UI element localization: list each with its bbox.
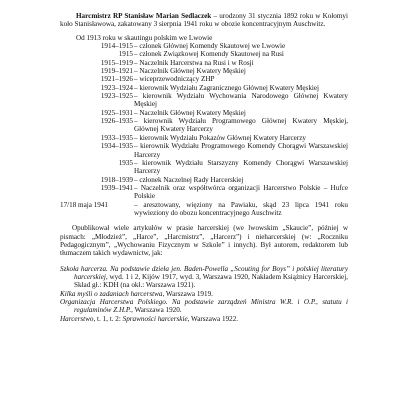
timeline-desc: – kierownik Wydziału Programowego Komendy Chorągwi Warszawskiej Harcerzy bbox=[134, 142, 348, 159]
timeline-desc: – Naczelnik oraz współtwórca organizacji Harcerstwo Polskie – Hufce Polskie bbox=[134, 183, 348, 201]
reference-item bbox=[60, 298, 348, 315]
since-line: Od 1913 roku w skautingu polskim we Lwowie bbox=[76, 33, 213, 42]
reference-details: Warszawa 1922. bbox=[189, 314, 239, 323]
timeline-row bbox=[60, 84, 348, 92]
timeline-desc: – kierownik Wydziału Zagranicznego Głównej Kwatery Męskiej bbox=[134, 83, 320, 92]
reference-title: Organizacja Harcerstwa Polskiego. bbox=[60, 298, 168, 307]
timeline-desc: – kierownik Wydziału Pokazów Głównej Kwatery Harcerzy bbox=[134, 133, 306, 142]
timeline-date: 1921–1926 bbox=[100, 75, 133, 84]
reference-details: Warszawa 1920. bbox=[132, 306, 182, 315]
timeline-desc: – członek Głównej Komendy Skautowej we Lwowie bbox=[134, 42, 286, 51]
reference-details: t. 1, t. 2: bbox=[95, 314, 123, 323]
timeline-date: 1915–1919 bbox=[100, 58, 133, 67]
reference-title: Kilka myśli o zadaniach harcerstwa, bbox=[60, 289, 165, 298]
timeline-row bbox=[60, 75, 348, 83]
timeline-row bbox=[60, 142, 348, 159]
timeline-row bbox=[60, 134, 348, 142]
timeline-date: 1935 bbox=[118, 158, 133, 167]
timeline bbox=[60, 42, 348, 217]
timeline-row bbox=[60, 117, 348, 134]
reference-item bbox=[60, 290, 348, 298]
timeline-date: 1914–1915 bbox=[100, 42, 133, 51]
timeline-date: 1923–1924 bbox=[100, 83, 133, 92]
timeline-date: 1918–1939 bbox=[100, 175, 133, 184]
timeline-row bbox=[60, 67, 348, 75]
timeline-row bbox=[60, 50, 348, 58]
timeline-desc: – aresztowany, więziony na Pawiaku, skąd 23 lipca 1941 roku wywieziony do obozu koncentracyjnego Auschwitz bbox=[134, 200, 348, 217]
timeline-date: 1915 bbox=[118, 50, 133, 59]
timeline-date: 1926–1935 bbox=[100, 117, 133, 126]
timeline-desc: – Naczelnik Harcerstwa na Rusi i w Rosji bbox=[134, 58, 254, 67]
reference-note: Na podstawie dzieła jen. Baden-Powella „Scouting for Boys” i polskiej literatury harcerskiej, bbox=[74, 264, 348, 282]
timeline-row bbox=[60, 184, 348, 201]
timeline-desc: – Naczelnik Głównej Kwatery Męskiej bbox=[134, 108, 246, 117]
timeline-row bbox=[60, 59, 348, 67]
timeline-desc: – członek Naczelnej Rady Harcerskiej bbox=[134, 175, 244, 184]
timeline-row bbox=[60, 176, 348, 184]
timeline-row bbox=[60, 42, 348, 50]
timeline-row bbox=[60, 92, 348, 109]
bio-intro bbox=[60, 12, 348, 29]
timeline-desc: – kierownik Wydziału Wychowania Narodowego Głównej Kwatery Męskiej bbox=[134, 92, 348, 109]
references-list bbox=[60, 265, 348, 323]
timeline-desc: – wiceprzewodniczący ZHP bbox=[134, 75, 215, 84]
bio-name: Harcmistrz RP Stanisław Marian Sedlaczek bbox=[76, 12, 212, 20]
reference-title: Harcerstwo, bbox=[60, 314, 96, 323]
timeline-desc: – kierownik Wydziału Starszyzny Komendy Chorągwi Warszawskiej Harcerzy bbox=[134, 158, 348, 176]
timeline-date: 17/18 maja 1941 bbox=[60, 200, 108, 209]
bio-text: – urodzony 31 stycznia 1892 roku w Kołomyi koło Stanisławowa, zakatowany 3 sierpnia 1941 roku w obozie koncentracyjnym Auschwitz. bbox=[60, 12, 348, 29]
timeline-row bbox=[60, 159, 348, 176]
publications-paragraph: Opublikował wiele artykułów w prasie harcerskiej (we lwowskim „Skaucie”, później w pismach: „Młodzież”, „Harce”, „Harcmistrz”, „Harcerz”) i nieharcerskiej (w: „Roczniku Pedagogicznym”, „Wychowaniu Fizycznym w Szkole” i innych). Był autorem, redaktorem lub tłumaczem takich wydawnictw, jak: bbox=[60, 224, 348, 258]
timeline-desc: – Naczelnik Głównej Kwatery Męskiej bbox=[134, 67, 246, 76]
timeline-row bbox=[60, 109, 348, 117]
reference-subtitle: Sprawności harcerskie, bbox=[122, 314, 190, 323]
reference-note: Na podstawie zarządzeń Ministra W.R. i O.P., statutu i regulaminów Z.H.P., bbox=[74, 298, 349, 315]
timeline-date: 1923–1925 bbox=[100, 92, 133, 101]
reference-details: Warszawa 1919. bbox=[164, 289, 213, 298]
reference-item bbox=[60, 265, 348, 290]
timeline-date: 1925–1931 bbox=[100, 108, 133, 117]
timeline-desc: – członek Związkowej Komendy Skautowej na Rusi bbox=[134, 50, 284, 59]
reference-item bbox=[60, 315, 348, 323]
timeline-desc: – kierownik Wydziału Programowego Głównej Kwatery Męskiej, Głównej Kwatery Harcerzy bbox=[134, 117, 348, 134]
reference-details: wyd. 1 i 2, Kijów 1917, wyd. 3, Warszawa 1920, Nakładem Książnicy Harcerskiej, Skład gł.: KDH (na okł.: Warszawa 1921). bbox=[74, 273, 348, 290]
timeline-date: 1919–1921 bbox=[100, 67, 133, 76]
timeline-date: 1939–1941 bbox=[100, 183, 133, 192]
timeline-row bbox=[60, 201, 348, 218]
reference-title: Szkoła harcerza. bbox=[60, 264, 108, 273]
document-page bbox=[60, 12, 348, 323]
timeline-date: 1934–1935 bbox=[100, 142, 133, 151]
timeline-date: 1933–1935 bbox=[100, 133, 133, 142]
